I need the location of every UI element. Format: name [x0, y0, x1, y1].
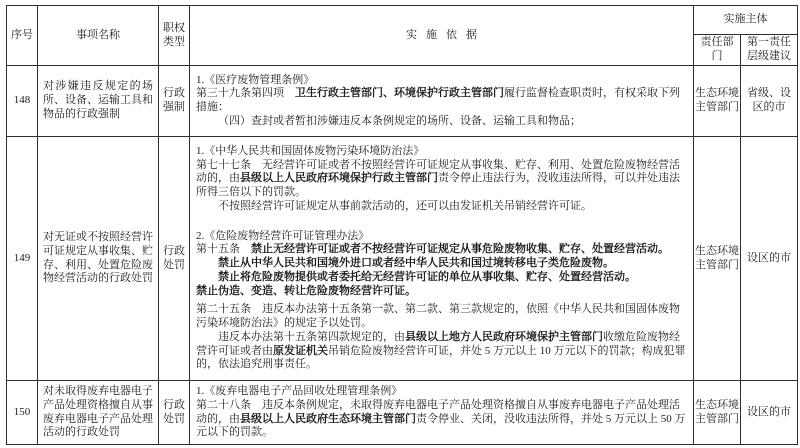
- responsible-dept-cell: 生态环境主管部门: [694, 381, 741, 445]
- responsible-dept-cell: 生态环境主管部门: [694, 137, 741, 381]
- basis-paragraph: （四）查封或者暂扣涉嫌违反本条例规定的场所、设备、运输工具和物品；: [218, 114, 581, 127]
- basis-paragraph: 第三十九条第四项 卫生行政主管部门、环境保护行政主管部门履行监督检查职责时，有权采取下列措施：: [196, 87, 680, 113]
- table-row: [7, 66, 798, 137]
- responsibility-level-cell: 省级、设区的市: [741, 66, 798, 137]
- basis-paragraph: 1.《医疗废物管理条例》: [196, 73, 315, 86]
- col-header-implementation-subject: 实施主体: [694, 6, 798, 35]
- basis-paragraph: 第七十七条 无经营许可证或者不按照经营许可证规定从事收集、贮存、利用、处置危险废物经营活动的，由县级以上人民政府环境保护行政主管部门责令停止违法行为，没收违法所得，可以并处违法所得三倍以下的罚款。: [196, 158, 680, 199]
- col-header-responsible-dept: 责任部门: [694, 34, 741, 65]
- item-name-cell: 对未取得废弃电器电子产品处理资格擅自从事废弃电器电子产品处理活动的行政处罚: [38, 381, 159, 445]
- basis-paragraph: 禁止伪造、变造、转让危险废物经营许可证。: [196, 284, 416, 297]
- authority-type-cell: 行政处罚: [159, 381, 190, 445]
- col-header-responsibility-level: 第一责任层级建议: [741, 34, 798, 65]
- basis-paragraph: 违反本办法第十五条第四款规定的，由县级以上地方人民政府环境保护主管部门收缴危险废物经营许可证或者由原发证机关吊销危险废物经营许可证，并处 5 万元以上 10 万元以下的罚款；构成犯罪的，依法追究刑事责任。: [196, 330, 686, 371]
- authority-items-table: [6, 5, 798, 445]
- table-body: [7, 66, 798, 445]
- row-number-cell: 150: [7, 381, 38, 445]
- authority-type-cell: 行政处罚: [159, 137, 190, 381]
- col-header-no: 序号: [7, 6, 38, 66]
- authority-type-cell: 行政强制: [159, 66, 190, 137]
- row-number-cell: 148: [7, 66, 38, 137]
- basis-paragraph: 2.《危险废物经营许可证管理办法》: [196, 229, 370, 242]
- responsibility-level-cell: 设区的市: [741, 137, 798, 381]
- col-header-implementation-basis: 实施依据: [190, 6, 694, 66]
- implementation-basis-cell: [190, 66, 694, 137]
- basis-paragraph: 第二十五条 违反本办法第十五条第一款、第二款、第三款规定的，依照《中华人民共和国固体废物污染环境防治法》的规定予以处罚。: [196, 303, 680, 330]
- row-number-cell: 149: [7, 137, 38, 381]
- col-header-authority-type: 职权类型: [159, 6, 190, 66]
- col-header-item-name: 事项名称: [38, 6, 159, 66]
- basis-paragraph: 不按照经营许可证规定从事前款活动的，还可以由发证机关吊销经营许可证。: [218, 199, 592, 212]
- responsible-dept-cell: 生态环境主管部门: [694, 66, 741, 137]
- basis-paragraph: 1.《中华人民共和国固体废物污染环境防治法》: [196, 144, 425, 157]
- responsibility-level-cell: 设区的市: [741, 381, 798, 445]
- basis-paragraph: 1.《废弃电器电子产品回收处理管理条例》: [196, 385, 403, 397]
- basis-paragraph: 禁止从中华人民共和国境外进口或者经中华人民共和国过境转移电子类危险废物。: [218, 257, 614, 270]
- basis-paragraph: 第十五条 禁止无经营许可证或者不按经营许可证规定从事危险废物收集、贮存、处置经营活动。: [196, 243, 669, 256]
- item-name-cell: 对涉嫌违反规定的场所、设备、运输工具和物品的行政强制: [38, 66, 159, 137]
- item-name-cell: 对无证或不按照经营许可证规定从事收集、贮存、利用、处置危险废物经营活动的行政处罚: [38, 137, 159, 381]
- table-row: [7, 381, 798, 445]
- basis-paragraph: 第二十八条 违反本条例规定，未取得废弃电器电子产品处理资格擅自从事废弃电器电子产品处理活动的，由县级以上人民政府生态环境主管部门责令停业、关闭，没收违法所得，并处 5 万元以上 50 万元以下的罚款。: [196, 398, 686, 439]
- implementation-basis-cell: [190, 381, 694, 445]
- table-header: [7, 6, 798, 66]
- table-row: [7, 137, 798, 381]
- basis-paragraph: 禁止将危险废物提供或者委托给无经营许可证的单位从事收集、贮存、处置经营活动。: [218, 270, 636, 283]
- implementation-basis-cell: [190, 137, 694, 381]
